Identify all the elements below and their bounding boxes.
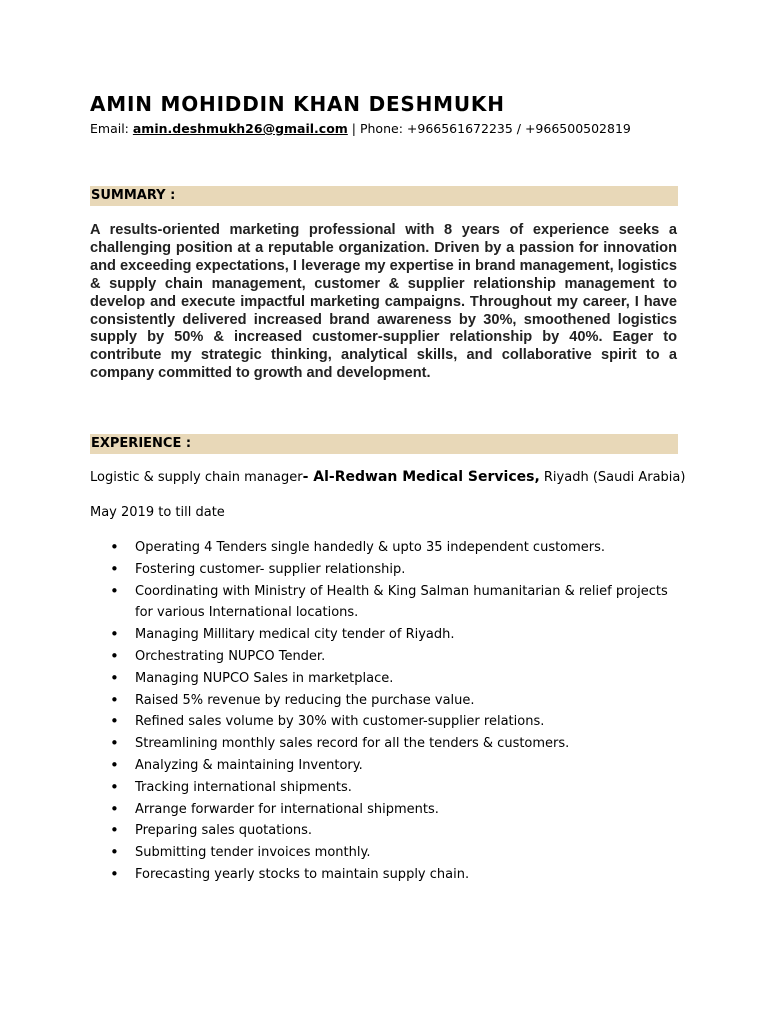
list-item: • Fostering customer- supplier relationship. [90,559,680,581]
list-item: • Managing Millitary medical city tender of Riyadh. [90,624,680,646]
experience-heading: EXPERIENCE : [90,434,678,454]
list-item: • Raised 5% revenue by reducing the purchase value. [90,690,680,712]
summary-text: A results-oriented marketing professional with 8 years of experience seeks a challenging position at a reputable organization. Driven by a passion for innovation and exceeding expectations, I leverage my expertise in brand management, logistics & supply chain management, customer & supplier relationship management to develop and execute impactful marketing campaigns. Throughout my career, I have consistently delivered increased brand awareness by 30%, smoothened logistics supply by 50% & increased customer-supplier relationship by 40%. Eager to contribute my strategic thinking, analytical skills, and collaborative spirit to a company committed to growth and development. [90,222,677,382]
list-item: • Operating 4 Tenders single handedly & upto 35 independent customers. [90,537,680,559]
summary-heading: SUMMARY : [90,186,678,206]
job-location: Riyadh (Saudi Arabia) [539,470,686,485]
job-title-line [90,469,685,485]
job-role: Logistic & supply chain manager [90,470,303,485]
list-item: • Managing NUPCO Sales in marketplace. [90,668,680,690]
list-item: • Preparing sales quotations. [90,820,680,842]
job-dates: May 2019 to till date [90,505,225,520]
list-item: • Refined sales volume by 30% with customer-supplier relations. [90,711,680,733]
email-label: Email: [90,121,133,136]
list-item: • Forecasting yearly stocks to maintain supply chain. [90,864,680,886]
contact-line [90,121,631,136]
list-item: • Tracking international shipments. [90,777,680,799]
phone-numbers: +966561672235 / +966500502819 [406,121,631,136]
email-link[interactable]: amin.deshmukh26@gmail.com [132,121,348,136]
list-item: • Arrange forwarder for international shipments. [90,799,680,821]
candidate-name: AMIN MOHIDDIN KHAN DESHMUKH [90,92,505,116]
list-item: • Submitting tender invoices monthly. [90,842,680,864]
phone-label: | Phone: [347,121,407,136]
list-item: • Analyzing & maintaining Inventory. [90,755,680,777]
list-item: • Orchestrating NUPCO Tender. [90,646,680,668]
experience-bullet-list [90,537,680,886]
list-item: • Streamlining monthly sales record for all the tenders & customers. [90,733,680,755]
list-item: • Coordinating with Ministry of Health & King Salman humanitarian & relief projects for various International locations. [90,581,680,625]
company-name: - Al-Redwan Medical Services, [302,469,540,485]
